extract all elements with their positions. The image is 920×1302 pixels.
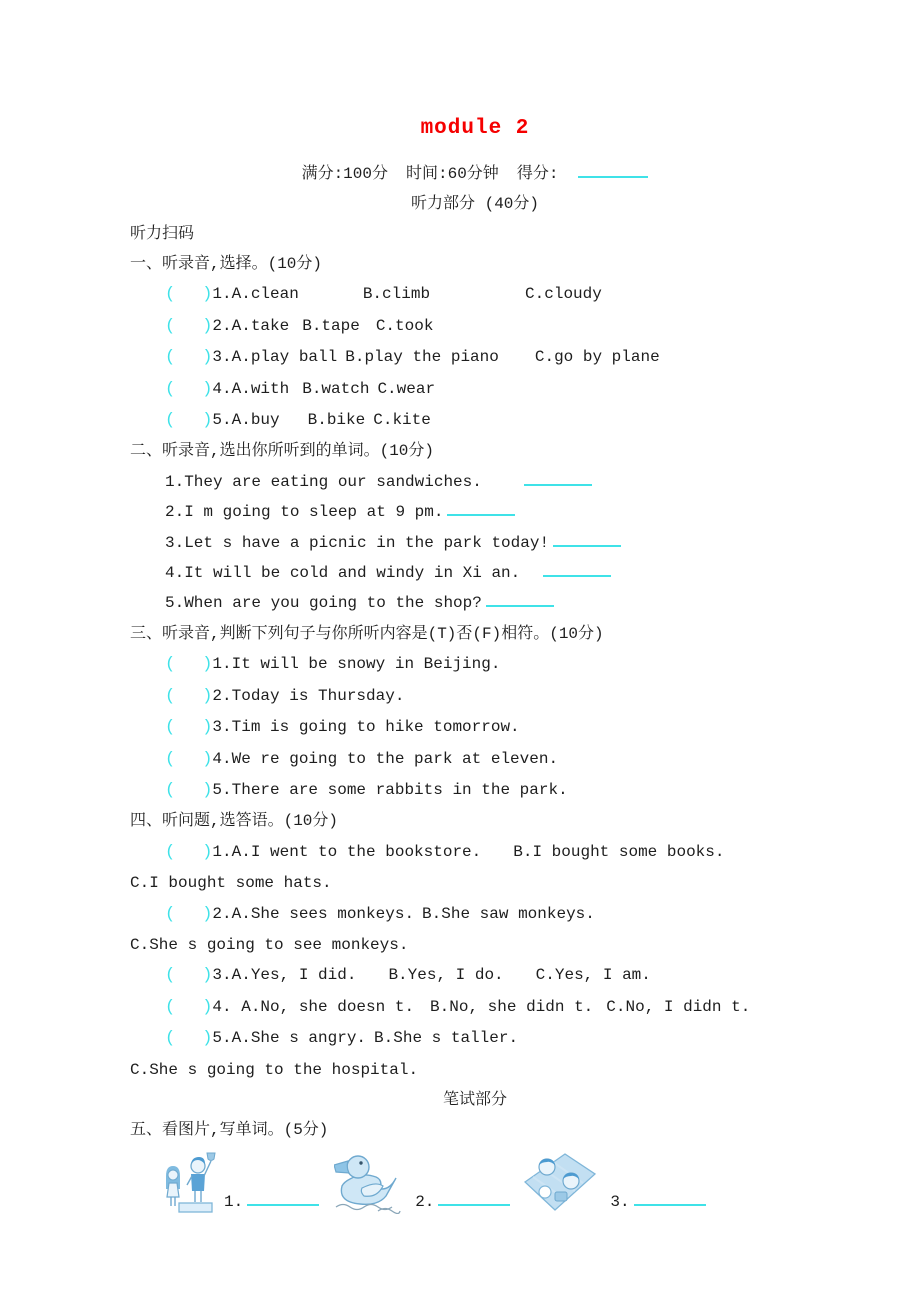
paren-open-icon: ( [165,718,176,738]
score-label: 得分: [516,165,559,183]
sec2-item-3 [130,528,820,558]
option-b: B.She s taller. [374,1029,519,1048]
score-blank[interactable] [578,162,648,178]
listening-part-header: 听力部分 (40分) [410,195,539,213]
paren-close-icon: ) [202,379,213,399]
answer-blank[interactable] [553,531,621,547]
time-label: 时间:60分钟 [406,165,499,183]
paren-open-icon: ( [165,348,176,368]
word-item-2 [415,1190,510,1211]
sec4-item-2 [130,899,820,930]
answer-blank[interactable] [486,591,554,607]
section1-title: 一、听录音,选择。(10分) [130,255,323,273]
sec4-item-5-cont [130,1055,820,1085]
section2-title: 二、听录音,选出你所听到的单词。(10分) [130,442,435,461]
sec1-item-4 [130,374,820,405]
paren-open-icon: ( [165,285,176,305]
option-c: C.I bought some hats. [130,874,332,893]
sec1-item-2 [130,311,820,342]
option-b: B.I bought some books. [513,842,725,861]
section4-title: 四、听问题,选答语。(10分) [130,812,339,831]
option-c: C.Yes, I am. [535,966,651,985]
statement: 2.Today is Thursday. [212,686,405,705]
paren-open-icon: ( [165,1029,176,1049]
answer-parens[interactable] [165,843,212,861]
sec2-item-2 [130,497,820,527]
word-blank-2[interactable] [438,1190,510,1206]
answer-parens[interactable] [165,781,212,799]
answer-parens[interactable] [165,718,212,736]
sec3-item-2 [130,681,820,712]
paren-open-icon: ( [165,379,176,399]
paren-close-icon: ) [202,411,213,431]
paren-close-icon: ) [202,655,213,675]
option-b: B.She saw monkeys. [422,904,595,923]
paren-close-icon: ) [202,997,213,1017]
full-score-label: 满分:100分 [301,165,388,183]
picture-row [162,1148,820,1214]
option-b: B.watch [302,379,370,398]
sec4-item-2-cont [130,930,820,960]
section5-title: 五、看图片,写单词。(5分) [130,1121,329,1140]
paren-open-icon: ( [165,411,176,431]
statement: 5.There are some rabbits in the park. [212,780,568,799]
option-a: 4.A.with [212,379,290,398]
answer-parens[interactable] [165,655,212,673]
paren-open-icon: ( [165,842,176,862]
duck-illustration [334,1152,402,1214]
answer-parens[interactable] [165,411,212,429]
option-c: C.She s going to the hospital. [130,1060,419,1079]
option-a: 4. A.No, she doesn t. [212,997,415,1016]
option-b: B.climb [362,285,431,304]
paren-open-icon: ( [165,904,176,924]
option-a: 5.A.She s angry. [212,1029,367,1048]
answer-parens[interactable] [165,317,212,335]
word-blank-1[interactable] [247,1190,319,1206]
paren-close-icon: ) [202,966,213,986]
answer-blank[interactable] [543,561,611,577]
page-title: module 2 [420,117,530,140]
sec2-item-5 [130,588,820,618]
sentence: 1.They are eating our sandwiches. [165,472,521,491]
statement: 3.Tim is going to hike tomorrow. [212,718,520,737]
sec1-item-5 [130,405,820,436]
option-b: B.Yes, I do. [388,966,504,985]
paren-close-icon: ) [202,1029,213,1049]
answer-blank[interactable] [447,500,515,516]
option-b: B.tape [302,316,360,335]
word-item-1 [224,1190,319,1211]
word-number: 2. [415,1192,435,1211]
option-a: 5.A.buy [212,411,280,430]
word-item-3 [610,1190,705,1211]
option-a: 3.A.Yes, I did. [212,966,357,985]
word-number: 3. [610,1192,630,1211]
sec4-item-1 [130,837,820,868]
paren-open-icon: ( [165,316,176,336]
paren-close-icon: ) [202,316,213,336]
paren-close-icon: ) [202,348,213,368]
answer-blank[interactable] [524,470,592,486]
answer-parens[interactable] [165,966,212,984]
sec3-item-5 [130,775,820,806]
paren-open-icon: ( [165,749,176,769]
paren-open-icon: ( [165,780,176,800]
statement: 4.We re going to the park at eleven. [212,749,559,768]
option-c: C.took [375,316,434,335]
sec4-item-3 [130,960,820,991]
answer-parens[interactable] [165,998,212,1016]
sec4-item-4 [130,992,820,1023]
sec3-item-1 [130,649,820,680]
option-a: 1.A.clean [212,285,299,304]
answer-parens[interactable] [165,905,212,923]
paren-close-icon: ) [202,780,213,800]
option-a: 1.A.I went to the bookstore. [212,842,482,861]
sec1-item-3 [130,342,820,373]
word-number: 1. [224,1192,244,1211]
paren-open-icon: ( [165,655,176,675]
sec4-item-5 [130,1023,820,1054]
listening-scan-label: 听力扫码 [130,225,195,243]
answer-parens[interactable] [165,1029,212,1047]
option-b: B.No, she didn t. [430,997,594,1016]
sec3-item-4 [130,744,820,775]
answer-parens[interactable] [165,348,212,366]
sec1-item-1 [130,279,820,310]
paren-open-icon: ( [165,997,176,1017]
answer-parens[interactable] [165,285,212,303]
option-a: 2.A.She sees monkeys. [212,904,415,923]
children-picnic-illustration [519,1150,597,1214]
option-c: C.kite [373,411,431,430]
option-c: C.go by plane [534,348,660,367]
word-blank-3[interactable] [634,1190,706,1206]
option-c: C.wear [377,379,436,398]
sentence: 2.I m going to sleep at 9 pm. [165,503,444,522]
sec4-item-1-cont [130,868,820,898]
sec2-item-1 [130,467,820,497]
option-a: 3.A.play ball [212,348,338,367]
option-b: B.bike [307,411,366,430]
answer-parens[interactable] [165,380,212,398]
sentence: 3.Let s have a picnic in the park today! [165,533,550,552]
paren-close-icon: ) [202,842,213,862]
option-a: 2.A.take [212,316,290,335]
option-c: C.No, I didn t. [606,997,751,1016]
option-c: C.cloudy [525,285,602,304]
paren-open-icon: ( [165,686,176,706]
statement: 1.It will be snowy in Beijing. [212,655,501,674]
written-part-header: 笔试部分 [442,1090,507,1109]
paren-close-icon: ) [202,718,213,738]
option-c: C.She s going to see monkeys. [130,935,409,954]
sec2-item-4 [130,558,820,588]
paren-close-icon: ) [202,285,213,305]
children-winner-illustration [162,1150,216,1214]
paren-open-icon: ( [165,966,176,986]
option-b: B.play the piano [345,348,499,367]
section3-title: 三、听录音,判断下列句子与你所听内容是(T)否(F)相符。(10分) [130,624,604,643]
sentence: 4.It will be cold and windy in Xi an. [165,564,540,583]
answer-parens[interactable] [165,750,212,768]
paren-close-icon: ) [202,904,213,924]
sec3-item-3 [130,712,820,743]
answer-parens[interactable] [165,687,212,705]
paren-close-icon: ) [202,686,213,706]
score-line [130,159,820,189]
sentence: 5.When are you going to the shop? [165,594,482,613]
paren-close-icon: ) [202,749,213,769]
